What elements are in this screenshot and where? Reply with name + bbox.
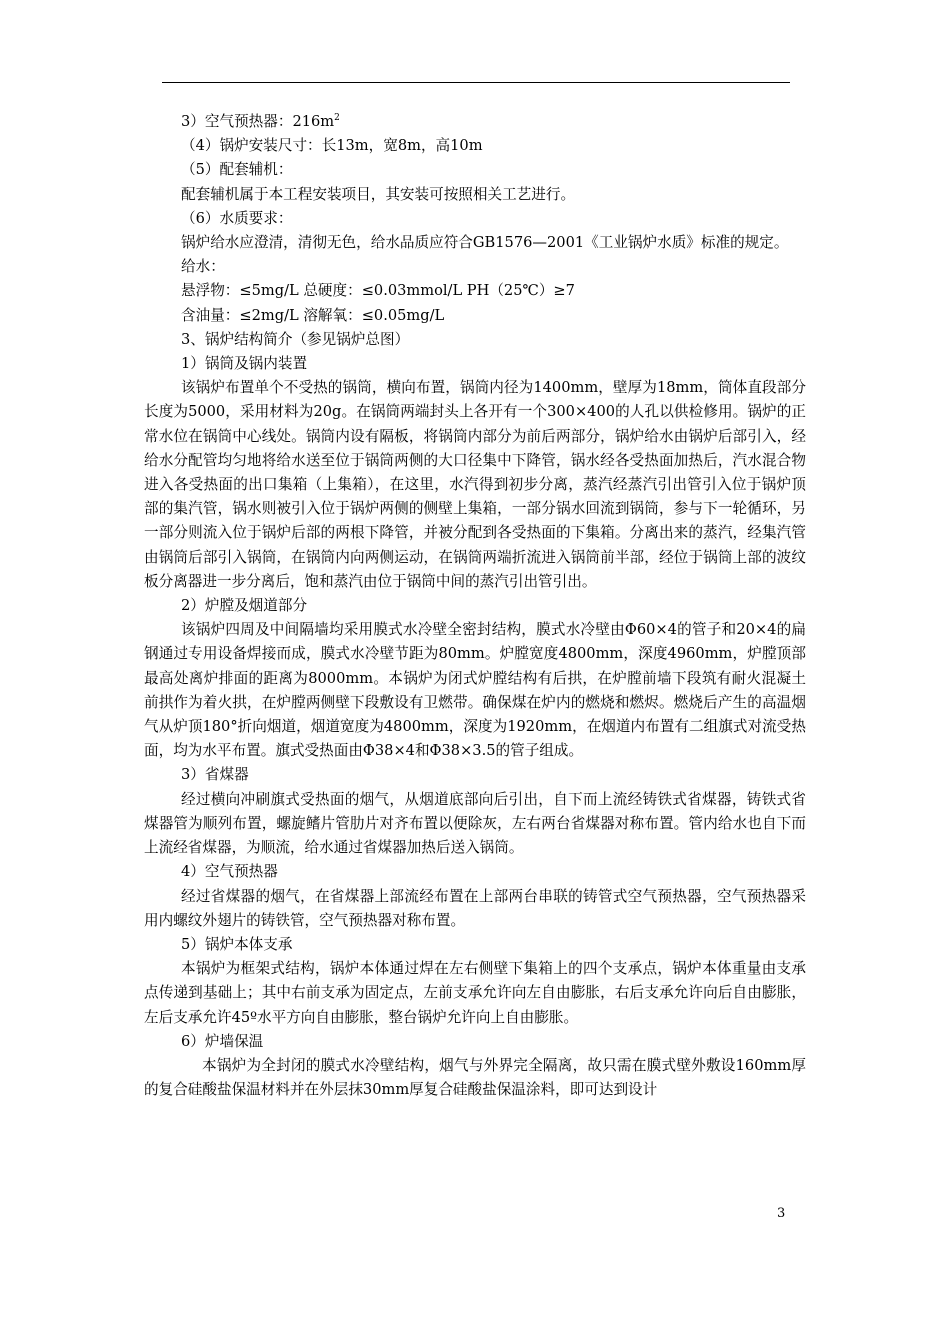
- document-body: [144, 110, 806, 1102]
- header-rule: [162, 82, 790, 83]
- paragraph: 含油量：≤2mg/L 溶解氧：≤0.05mg/L: [181, 306, 445, 324]
- subsection-heading: 4）空气预热器: [181, 863, 278, 881]
- paragraph: 配套辅机属于本工程安装项目，其安装可按照相关工艺进行。: [181, 185, 576, 203]
- paragraph: 3）空气预热器：$216m^2$: [181, 113, 340, 130]
- section-heading: 3、锅炉结构简介（参见锅炉总图）: [181, 330, 410, 348]
- paragraph: 该锅炉布置单个不受热的锅筒，横向布置，锅筒内径为1400mm，壁厚为18mm，筒体直段部分长度为5000，采用材料为20g。在锅筒两端封头上各开有一个300×400的人孔以供检修用。锅炉的正常水位在锅筒中心线处。锅筒内设有隔板，将锅筒内部分为前后两部分，锅炉给水由锅炉后部引入，经给水分配管均匀地将给水送至位于锅筒两侧的大口径集中下降管，锅水经各受热面加热后，汽水混合物进入各受热面的出口集箱（上集箱），在这里，水汽得到初步分离，蒸汽经蒸汽引出管引入位于锅炉顶部的集汽管，锅水则被引入位于锅炉两侧的侧壁上集箱，一部分锅水回流到锅筒，参与下一轮循环，另一部分则流入位于锅炉后部的两根下降管，并被分配到各受热面的下集箱。分离出来的蒸汽，经集汽管由锅筒后部引入锅筒，在锅筒内向两侧运动，在锅筒两端折流进入锅筒前半部，经位于锅筒上部的波纹板分离器进一步分离后，饱和蒸汽由位于锅筒中间的蒸汽引出管引出。: [144, 379, 806, 590]
- page-number: 3: [777, 1206, 786, 1221]
- paragraph: （5）配套辅机：: [181, 161, 293, 179]
- paragraph: 经过横向冲刷旗式受热面的烟气，从烟道底部向后引出，自下而上流经铸铁式省煤器，铸铁式省煤器管为顺列布置，螺旋鳍片管肋片对齐布置以便除灰，左右两台省煤器对称布置。管内给水也自下而上流经省煤器，为顺流，给水通过省煤器加热后送入锅筒。: [144, 790, 806, 857]
- subsection-heading: 2）炉膛及烟道部分: [181, 597, 308, 615]
- paragraph: 给水：: [181, 258, 225, 276]
- paragraph: （4）锅炉安装尺寸：长13m，宽8m，高10m: [181, 137, 483, 155]
- subsection-heading: 5）锅炉本体支承: [181, 935, 293, 953]
- subsection-heading: 1）锅筒及锅内装置: [181, 355, 308, 373]
- paragraph: 经过省煤器的烟气，在省煤器上部流经布置在上部两台串联的铸管式空气预热器，空气预热器采用内螺纹外翅片的铸铁管，空气预热器对称布置。: [144, 887, 806, 929]
- paragraph: （6）水质要求：: [181, 209, 293, 227]
- paragraph: 本锅炉为框架式结构，锅炉本体通过焊在左右侧壁下集箱上的四个支承点，锅炉本体重量由支承点传递到基础上；其中右前支承为固定点，左前支承允许向左自由膨胀，右后支承允许向后自由膨胀，左后支承允许45º水平方向自由膨胀，整台锅炉允许向上自由膨胀。: [144, 960, 806, 1026]
- subsection-heading: 3）省煤器: [181, 766, 249, 784]
- paragraph: 悬浮物：≤5mg/L 总硬度：≤0.03mmol/L PH（25℃）≥7: [181, 282, 575, 300]
- subsection-heading: 6）炉墙保温: [181, 1032, 264, 1050]
- paragraph: 本锅炉为全封闭的膜式水冷壁结构，烟气与外界完全隔离，故只需在膜式壁外敷设160mm厚的复合硅酸盐保温材料并在外层抹30mm厚复合硅酸盐保温涂料，即可达到设计: [144, 1056, 806, 1099]
- paragraph: 该锅炉四周及中间隔墙均采用膜式水冷壁全密封结构，膜式水冷壁由Φ60×4的管子和20×4的扁钢通过专用设备焊接而成，膜式水冷壁节距为80mm。炉膛宽度4800mm，深度4960mm，炉膛顶部最高处离炉排面的距离为8000mm。本锅炉为闭式炉膛结构有后拱，在炉膛前墙下段筑有耐火混凝土前拱作为着火拱，在炉膛两侧壁下段敷设有卫燃带。确保煤在炉内的燃烧和燃烬。燃烧后产生的高温烟气从炉顶180°折向烟道，烟道宽度为4800mm，深度为1920mm，在烟道内布置有二组旗式对流受热面，均为水平布置。旗式受热面由Φ38×4和Φ38×3.5的管子组成。: [144, 621, 806, 760]
- paragraph: 锅炉给水应澄清，清彻无色，给水品质应符合GB1576—2001《工业锅炉水质》标准的规定。: [181, 234, 789, 252]
